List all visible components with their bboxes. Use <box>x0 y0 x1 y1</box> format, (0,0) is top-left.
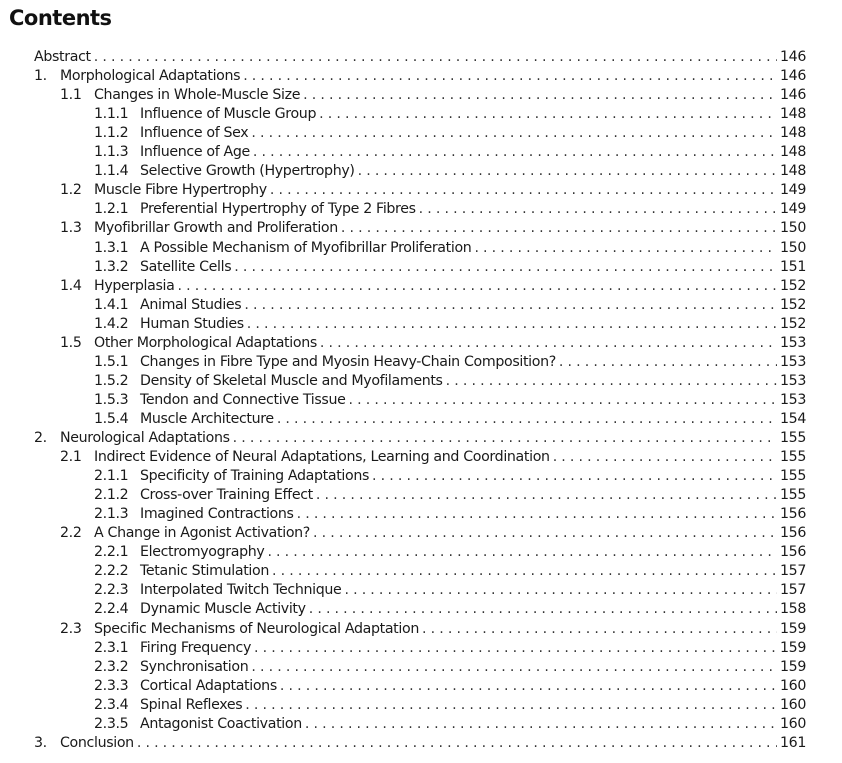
toc-entry[interactable] <box>94 467 806 486</box>
section-number: 2.2 <box>60 525 82 542</box>
section-number: 1.2 <box>60 182 82 199</box>
page-number: 157 <box>780 563 806 580</box>
dot-leader <box>297 505 777 524</box>
section-number: 1.5.2 <box>94 372 129 389</box>
section-title: A Possible Mechanism of Myofibrillar Proliferation <box>140 239 472 256</box>
toc-entry[interactable] <box>60 277 806 296</box>
dot-leader <box>137 734 777 753</box>
section-number: 2.3.1 <box>94 639 129 656</box>
dot-leader <box>309 600 777 619</box>
page-number: 156 <box>780 506 806 523</box>
toc-entry[interactable] <box>94 315 806 334</box>
dot-leader <box>247 315 777 334</box>
page-number: 159 <box>780 658 806 675</box>
page-number: 159 <box>780 620 806 637</box>
page-number: 148 <box>780 106 806 123</box>
dot-leader <box>305 715 777 734</box>
section-title: Muscle Architecture <box>140 410 274 427</box>
dot-leader <box>251 658 777 677</box>
section-title: Specificity of Training Adaptations <box>140 468 370 485</box>
section-title: Changes in Whole-Muscle Size <box>94 87 301 104</box>
section-title: Specific Mechanisms of Neurological Adaptation <box>94 620 419 637</box>
page-number: 160 <box>780 677 806 694</box>
section-number: 2.2.3 <box>94 582 129 599</box>
dot-leader <box>280 677 777 696</box>
toc-entry[interactable] <box>94 258 806 277</box>
dot-leader <box>303 86 777 105</box>
page-number: 157 <box>780 582 806 599</box>
toc-entry[interactable] <box>94 143 806 162</box>
section-title: A Change in Agonist Activation? <box>94 525 310 542</box>
section-number: 1.4 <box>60 277 82 294</box>
section-title: Antagonist Coactivation <box>140 715 302 732</box>
section-number: 1.1.4 <box>94 163 129 180</box>
page-number: 159 <box>780 639 806 656</box>
page-number: 150 <box>780 239 806 256</box>
toc-entry[interactable] <box>94 486 806 505</box>
toc-entry[interactable] <box>60 620 806 639</box>
toc-entry[interactable] <box>94 677 806 696</box>
page-number: 152 <box>780 277 806 294</box>
toc-entry[interactable] <box>60 181 806 200</box>
section-title: Human Studies <box>140 315 244 332</box>
section-number: 1.1.3 <box>94 144 129 161</box>
section-title: Hyperplasia <box>94 277 175 294</box>
toc-entry[interactable] <box>94 505 806 524</box>
section-title: Preferential Hypertrophy of Type 2 Fibres <box>140 201 416 218</box>
dot-leader <box>254 639 777 658</box>
section-number: 2.3.4 <box>94 696 129 713</box>
toc-entry[interactable] <box>34 67 806 86</box>
section-number: 1.4.1 <box>94 296 129 313</box>
section-title: Imagined Contractions <box>140 506 294 523</box>
dot-leader <box>559 353 777 372</box>
dot-leader <box>234 258 777 277</box>
page-number: 146 <box>780 68 806 85</box>
section-number: 2.3.2 <box>94 658 129 675</box>
page-number: 155 <box>780 449 806 466</box>
page-number: 160 <box>780 715 806 732</box>
section-number: 1.4.2 <box>94 315 129 332</box>
page-number: 153 <box>780 391 806 408</box>
toc-entry[interactable] <box>94 410 806 429</box>
toc-entry[interactable] <box>94 239 806 258</box>
section-number: 2.2.2 <box>94 563 129 580</box>
dot-leader <box>94 48 777 67</box>
page-number: 152 <box>780 296 806 313</box>
toc-entry[interactable] <box>94 200 806 219</box>
dot-leader <box>341 219 777 238</box>
toc-entry[interactable] <box>34 734 806 753</box>
section-number: 2. <box>34 430 47 446</box>
section-title: Tendon and Connective Tissue <box>140 391 346 408</box>
section-number: 1.5.4 <box>94 410 129 427</box>
section-title: Synchronisation <box>140 658 249 675</box>
dot-leader <box>419 200 777 219</box>
page-number: 156 <box>780 544 806 561</box>
toc-entry[interactable] <box>34 429 806 448</box>
page-number: 156 <box>780 525 806 542</box>
page-number: 146 <box>780 49 806 65</box>
section-number: 2.1.1 <box>94 468 129 485</box>
dot-leader <box>446 372 777 391</box>
section-title: Spinal Reflexes <box>140 696 243 713</box>
section-title: Morphological Adaptations <box>60 68 241 85</box>
section-title: Selective Growth (Hypertrophy) <box>140 163 355 180</box>
section-title: Other Morphological Adaptations <box>94 334 317 351</box>
page-number: 154 <box>780 410 806 427</box>
page-number: 160 <box>780 696 806 713</box>
toc-entry[interactable] <box>94 353 806 372</box>
section-title: Electromyography <box>140 544 265 561</box>
page-number: 148 <box>780 125 806 142</box>
page-number: 149 <box>780 182 806 199</box>
dot-leader <box>272 562 777 581</box>
section-title: Cross-over Training Effect <box>140 487 313 504</box>
toc-entry[interactable] <box>34 48 806 67</box>
toc-entry[interactable] <box>60 524 806 543</box>
toc-entry[interactable] <box>94 372 806 391</box>
page-number: 150 <box>780 220 806 237</box>
toc-entry[interactable] <box>60 448 806 467</box>
toc-entry[interactable] <box>94 105 806 124</box>
page-number: 161 <box>780 734 806 751</box>
toc-entry[interactable] <box>94 696 806 715</box>
section-number: 2.1 <box>60 449 82 466</box>
section-number: 2.3.5 <box>94 715 129 732</box>
section-title: Myofibrillar Growth and Proliferation <box>94 220 338 237</box>
dot-leader <box>316 486 777 505</box>
page-number: 149 <box>780 201 806 218</box>
dot-leader <box>553 448 777 467</box>
section-title: Firing Frequency <box>140 639 252 656</box>
dot-leader <box>277 410 777 429</box>
page-number: 155 <box>780 468 806 485</box>
section-title: Influence of Age <box>140 144 250 161</box>
dot-leader <box>319 105 777 124</box>
section-number: 1.5.1 <box>94 353 129 370</box>
dot-leader <box>245 696 777 715</box>
page-number: 153 <box>780 372 806 389</box>
section-title: Density of Skeletal Muscle and Myofilaments <box>140 372 443 389</box>
section-title: Changes in Fibre Type and Myosin Heavy-Chain Composition? <box>140 353 556 370</box>
page-number: 151 <box>780 258 806 275</box>
section-number: 1.5 <box>60 334 82 351</box>
section-number: 1. <box>34 68 47 85</box>
dot-leader <box>320 334 777 353</box>
section-number: 1.5.3 <box>94 391 129 408</box>
section-number: 1.1.2 <box>94 125 129 142</box>
dot-leader <box>177 277 777 296</box>
section-title: Neurological Adaptations <box>60 430 230 446</box>
dot-leader <box>348 391 777 410</box>
toc-entry[interactable] <box>94 391 806 410</box>
dot-leader <box>233 429 777 448</box>
dot-leader <box>267 543 777 562</box>
toc-entry[interactable] <box>60 334 806 353</box>
toc-entry[interactable] <box>94 296 806 315</box>
section-title: Cortical Adaptations <box>140 677 277 694</box>
toc-entry[interactable] <box>60 219 806 238</box>
page-number: 155 <box>780 430 806 446</box>
section-title: Dynamic Muscle Activity <box>140 601 306 618</box>
toc-entry[interactable] <box>94 162 806 181</box>
dot-leader <box>358 162 777 181</box>
section-number: 2.3.3 <box>94 677 129 694</box>
page-number: 152 <box>780 315 806 332</box>
section-title: Abstract <box>34 49 91 65</box>
dot-leader <box>344 581 777 600</box>
section-title: Influence of Muscle Group <box>140 106 317 123</box>
toc-entry[interactable] <box>94 124 806 143</box>
section-number: 2.1.3 <box>94 506 129 523</box>
dot-leader <box>244 296 777 315</box>
section-number: 1.3.1 <box>94 239 129 256</box>
toc-entry[interactable] <box>94 562 806 581</box>
page-number: 148 <box>780 144 806 161</box>
section-title: Indirect Evidence of Neural Adaptations, Learning and Coordination <box>94 449 550 466</box>
toc-entry[interactable] <box>94 600 806 619</box>
page-title: Contents <box>9 6 112 30</box>
toc-entry[interactable] <box>94 639 806 658</box>
toc-entry[interactable] <box>60 86 806 105</box>
toc-entry[interactable] <box>94 543 806 562</box>
section-number: 1.1.1 <box>94 106 129 123</box>
page-number: 158 <box>780 601 806 618</box>
section-title: Conclusion <box>60 734 134 751</box>
section-number: 3. <box>34 734 47 751</box>
section-number: 2.2.1 <box>94 544 129 561</box>
section-number: 1.1 <box>60 87 82 104</box>
section-title: Satellite Cells <box>140 258 232 275</box>
section-title: Interpolated Twitch Technique <box>140 582 342 599</box>
section-number: 1.3 <box>60 220 82 237</box>
page-number: 148 <box>780 163 806 180</box>
section-number: 2.1.2 <box>94 487 129 504</box>
section-title: Muscle Fibre Hypertrophy <box>94 182 267 199</box>
toc-entry[interactable] <box>94 715 806 734</box>
dot-leader <box>372 467 777 486</box>
page-number: 155 <box>780 487 806 504</box>
page-number: 146 <box>780 87 806 104</box>
toc-entry[interactable] <box>94 658 806 677</box>
section-number: 2.3 <box>60 620 82 637</box>
dot-leader <box>253 143 777 162</box>
section-number: 2.2.4 <box>94 601 129 618</box>
section-title: Influence of Sex <box>140 125 249 142</box>
dot-leader <box>313 524 777 543</box>
section-title: Tetanic Stimulation <box>140 563 269 580</box>
dot-leader <box>474 239 777 258</box>
section-number: 1.3.2 <box>94 258 129 275</box>
toc-entry[interactable] <box>94 581 806 600</box>
dot-leader <box>243 67 777 86</box>
dot-leader <box>270 181 777 200</box>
page-number: 153 <box>780 334 806 351</box>
section-number: 1.2.1 <box>94 201 129 218</box>
page-number: 153 <box>780 353 806 370</box>
dot-leader <box>422 620 777 639</box>
section-title: Animal Studies <box>140 296 242 313</box>
dot-leader <box>251 124 777 143</box>
